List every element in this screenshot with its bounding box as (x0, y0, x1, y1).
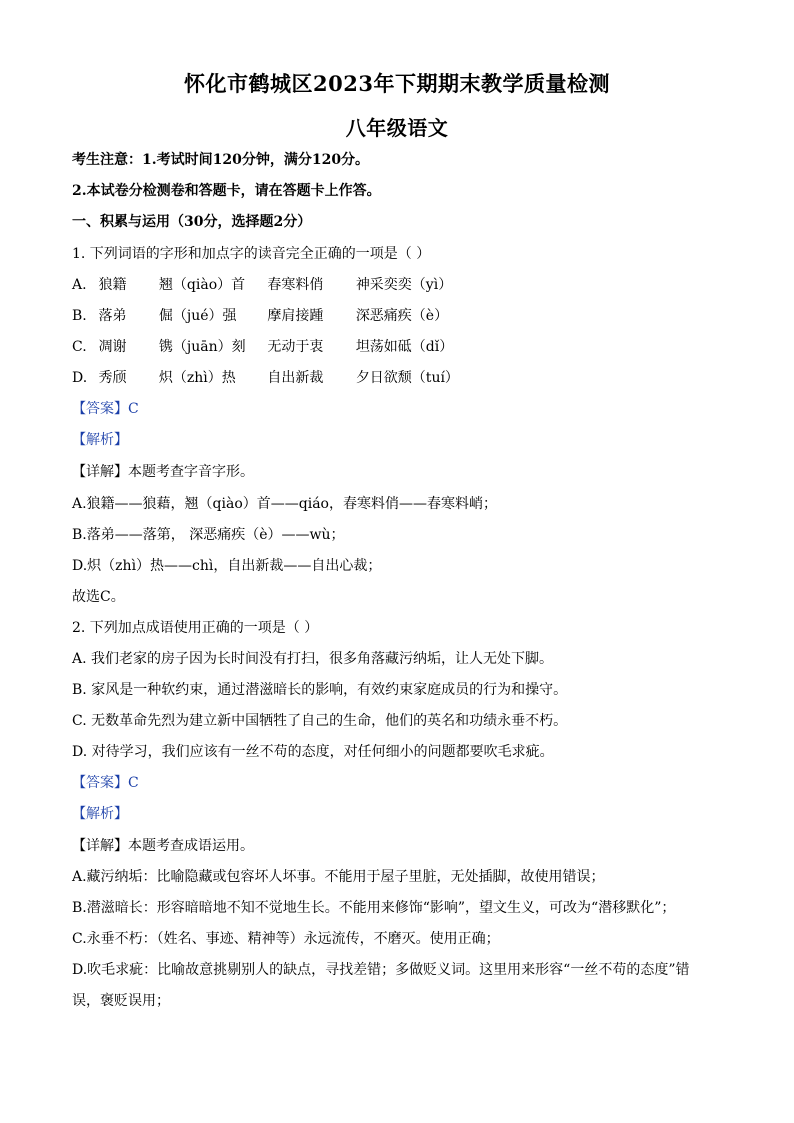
exam-title: 怀化市鹤城区2023年下期期末教学质量检测 (184, 71, 610, 96)
option-word: 春寒料俏 (267, 277, 324, 293)
option-word: 炽（zhì）热 (158, 370, 236, 386)
option-word: 自出新裁 (267, 370, 324, 386)
option-label: D. (72, 370, 88, 386)
option-word: 落弟 (98, 308, 127, 324)
q1-analysis-line: D.炽（zhì）热——chì，自出新裁——自出心裁； (72, 558, 382, 574)
option-word: 倔（jué）强 (158, 308, 237, 324)
section-heading: 一、积累与运用（30分，选择题2分） (72, 214, 312, 230)
q1-option-a (72, 275, 452, 295)
option-word: 秀颀 (98, 370, 127, 386)
option-word: 摩肩接踵 (267, 308, 324, 324)
option-word: 坦荡如砥（dǐ） (355, 339, 454, 355)
q2-detail: 【详解】本题考查成语运用。 (72, 838, 254, 854)
q1-option-c (72, 337, 453, 357)
q1-analysis-line: 故选C。 (72, 589, 125, 605)
option-word: 翘（qiào）首 (158, 277, 246, 293)
q1-analysis-line: B.落弟——落第， 深恶痛疾（è）——wù； (72, 527, 345, 543)
q2-option-c: C. 无数革命先烈为建立新中国牺牲了自己的生命，他们的英名和功绩永垂不朽。 (72, 713, 568, 729)
option-word: 夕日欲颓（tuí） (355, 370, 459, 386)
q1-answer: 【答案】C (72, 401, 139, 417)
q1-option-d (72, 368, 459, 388)
q2-stem: 2. 下列加点成语使用正确的一项是（ ） (72, 620, 319, 636)
q2-analysis-line: 误，褒贬误用； (72, 993, 170, 1009)
q2-analysis-tag: 【解析】 (72, 806, 128, 822)
option-label: C. (72, 339, 87, 355)
q2-answer: 【答案】C (72, 775, 139, 791)
q1-stem: 1. 下列词语的字形和加点字的读音完全正确的一项是（ ） (72, 246, 431, 262)
q2-option-a: A. 我们老家的房子因为长时间没有打扫，很多角落藏污纳垢，让人无处下脚。 (72, 651, 554, 667)
q2-analysis-line: A.藏污纳垢：比喻隐藏或包容坏人坏事。不能用于屋子里脏，无处插脚，故使用错误； (72, 869, 605, 885)
q2-option-d: D. 对待学习，我们应该有一丝不苟的态度，对任何细小的问题都要吹毛求疵。 (72, 744, 554, 760)
q1-analysis-line: A.狼籍——狼藉，翘（qiào）首——qiáo，春寒料俏——春寒料峭； (72, 496, 497, 512)
q1-analysis-tag: 【解析】 (72, 432, 128, 448)
option-word: 镌（juān）刻 (158, 339, 246, 355)
option-word: 无动于衷 (267, 339, 324, 355)
exam-subtitle: 八年级语文 (345, 116, 449, 140)
q1-option-b (72, 306, 448, 326)
q2-analysis-line: B.潜滋暗长：形容暗暗地不知不觉地生长。不能用来修饰“影响”，望文生义，可改为“潜移默化”； (72, 900, 676, 916)
notice-line-1: 考生注意：1.考试时间120分钟，满分120分。 (72, 152, 370, 168)
q2-option-b: B. 家风是一种软约束，通过潜滋暗长的影响，有效约束家庭成员的行为和操守。 (72, 682, 568, 698)
q2-analysis-line: C.永垂不朽：（姓名、事迹、精神等）永远流传，不磨灭。使用正确； (72, 931, 500, 947)
option-label: B. (72, 308, 87, 324)
q2-analysis-line: D.吹毛求疵：比喻故意挑剔别人的缺点，寻找差错；多做贬义词。这里用来形容“一丝不苟的态度”错 (72, 962, 690, 978)
notice-line-2: 2.本试卷分检测卷和答题卡，请在答题卡上作答。 (72, 183, 381, 199)
option-word: 狼籍 (98, 277, 127, 293)
option-label: A. (72, 277, 87, 293)
q1-detail: 【详解】本题考查字音字形。 (72, 464, 254, 480)
option-word: 神采奕奕（yì） (355, 277, 453, 293)
option-word: 深恶痛疾（è） (355, 308, 449, 324)
option-word: 凋谢 (98, 339, 127, 355)
